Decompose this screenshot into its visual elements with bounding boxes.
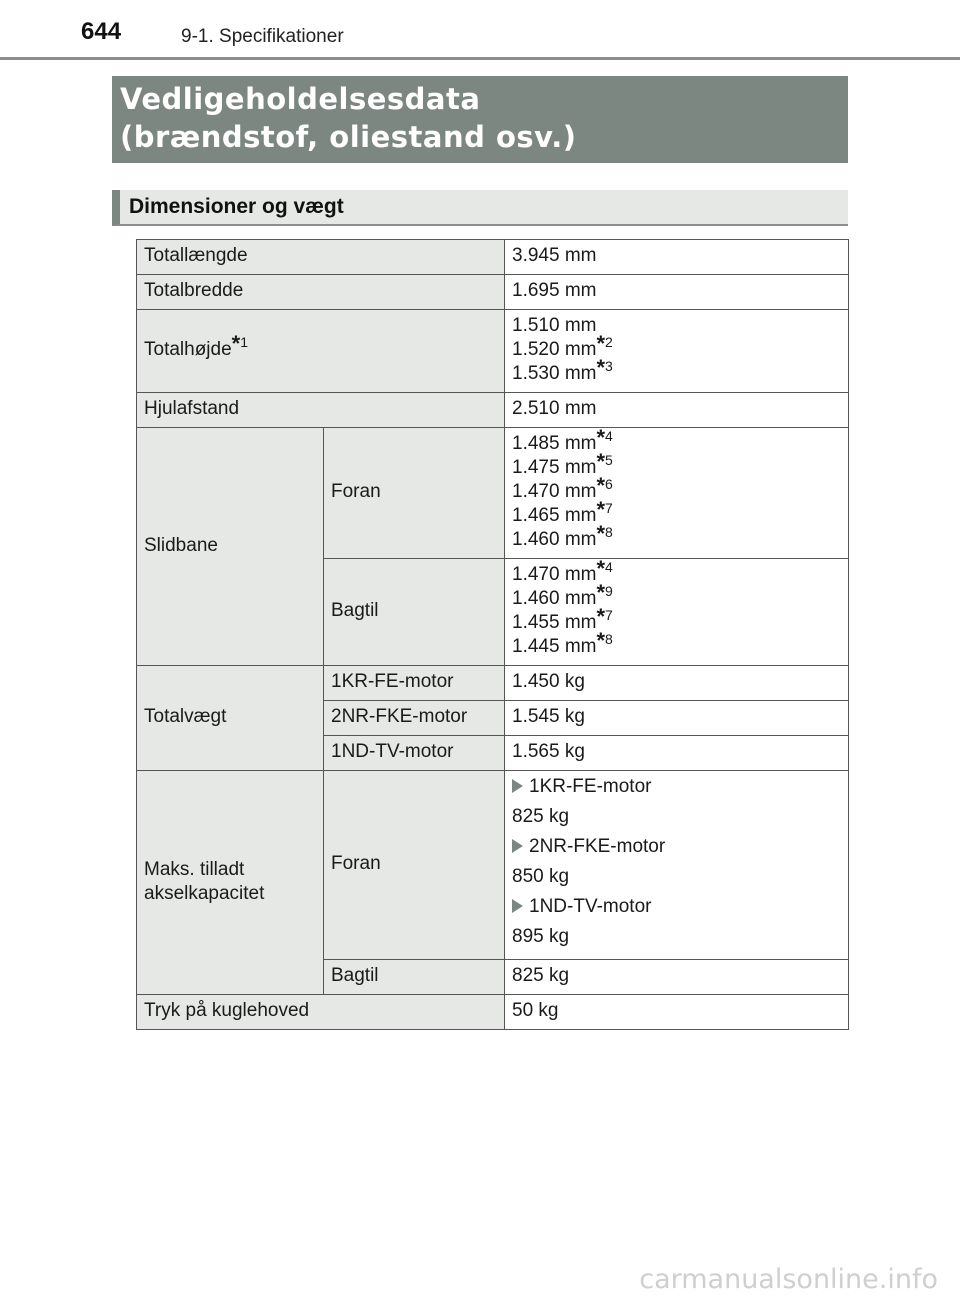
tread-label: Slidbane [137, 428, 324, 666]
footnote-star: * [596, 331, 606, 356]
footnote-star: * [596, 604, 606, 629]
spec-table [136, 239, 849, 1030]
value-line [512, 556, 841, 587]
value-line [512, 580, 841, 611]
value-line [512, 425, 841, 456]
value-text: 1.475 mm [512, 457, 597, 478]
subsection-title: Dimensioner og vægt [129, 195, 344, 218]
axle-engine-2 [512, 835, 841, 859]
triangle-bullet-icon [512, 899, 523, 913]
axle-engine-3-name: 1ND-TV-motor [529, 896, 652, 917]
axle-capacity-label-line-1: Maks. tilladt [144, 858, 245, 880]
total-height-label-cell [137, 310, 505, 393]
value-line [512, 355, 841, 386]
total-length-label: Totallængde [137, 240, 505, 275]
footnote-star: * [231, 331, 241, 356]
page-title-line-2: (brændstof, oliestand osv.) [120, 120, 577, 154]
page-title-box [112, 76, 848, 163]
axle-engine-3 [512, 895, 841, 919]
footnote-number: 1 [240, 334, 249, 350]
weight-value-3: 1.565 kg [505, 736, 849, 771]
axle-engine-1 [512, 775, 841, 799]
value-text: 1.465 mm [512, 505, 597, 526]
footnote-star: * [596, 425, 606, 450]
tread-front-values [505, 425, 849, 559]
weight-value-1: 1.450 kg [505, 666, 849, 701]
tread-rear-values [505, 556, 849, 666]
table-row [137, 393, 849, 428]
axle-capacity-label-line-2: akselkapacitet [144, 882, 265, 904]
weight-engine-2: 2NR-FKE-motor [324, 701, 505, 736]
axle-rear-label: Bagtil [324, 960, 505, 995]
weight-engine-3: 1ND-TV-motor [324, 736, 505, 771]
footnote-star: * [596, 628, 606, 653]
total-weight-label: Totalvægt [137, 666, 324, 771]
axle-front-values [505, 771, 849, 960]
footnote-star: * [596, 521, 606, 546]
value-text: 1.445 mm [512, 636, 597, 657]
footnote-number: 8 [605, 631, 613, 647]
section-label: 9-1. Specifikationer [181, 26, 344, 47]
footnote-number: 2 [605, 334, 613, 350]
page-number: 644 [81, 18, 122, 45]
footnote-number: 7 [605, 607, 613, 623]
value-text: 1.455 mm [512, 612, 597, 633]
axle-rear-value: 825 kg [505, 960, 849, 995]
value-text: 1.460 mm [512, 588, 597, 609]
value-text: 1.470 mm [512, 481, 597, 502]
total-width-value: 1.695 mm [505, 275, 849, 310]
axle-capacity-label [137, 771, 324, 995]
footnote-star: * [596, 556, 606, 581]
footnote-number: 4 [605, 559, 613, 575]
table-row [137, 240, 849, 275]
value-line [512, 628, 841, 659]
triangle-bullet-icon [512, 839, 523, 853]
footnote-number: 3 [605, 358, 613, 374]
subsection-bar [112, 190, 848, 226]
triangle-bullet-icon [512, 779, 523, 793]
page-header [0, 0, 960, 60]
value-text: 1.470 mm [512, 564, 597, 585]
footnote-number: 6 [605, 476, 613, 492]
tread-rear-label: Bagtil [324, 559, 505, 666]
wheelbase-value: 2.510 mm [505, 393, 849, 428]
footnote-star: * [596, 580, 606, 605]
total-length-value: 3.945 mm [505, 240, 849, 275]
footnote-star: * [596, 449, 606, 474]
footnote-star: * [596, 473, 606, 498]
weight-value-2: 1.545 kg [505, 701, 849, 736]
total-height-label: Totalhøjde [144, 339, 232, 360]
footnote-number: 7 [605, 500, 613, 516]
footnote-number: 9 [605, 583, 613, 599]
table-row [137, 666, 849, 701]
table-row [137, 310, 849, 393]
value-line [512, 331, 841, 362]
weight-engine-1: 1KR-FE-motor [324, 666, 505, 701]
table-row [137, 275, 849, 310]
watermark: carmanualsonline.info [639, 1264, 938, 1295]
axle-front-label: Foran [324, 771, 505, 960]
footnote-star: * [596, 355, 606, 380]
tread-front-label: Foran [324, 428, 505, 559]
tongue-load-label: Tryk på kuglehoved [137, 995, 505, 1030]
value-text: 1.520 mm [512, 339, 597, 360]
value-line [512, 449, 841, 480]
footnote-number: 8 [605, 524, 613, 540]
table-row [137, 995, 849, 1030]
footnote-number: 5 [605, 452, 613, 468]
value-text: 1.510 mm [512, 315, 597, 336]
header-rule [0, 57, 960, 60]
axle-value-1: 825 kg [512, 806, 570, 827]
value-text: 1.460 mm [512, 529, 597, 550]
value-line [512, 497, 841, 528]
wheelbase-label: Hjulafstand [137, 393, 505, 428]
footnote-star: * [596, 497, 606, 522]
value-line [512, 314, 841, 338]
value-line [512, 473, 841, 504]
total-width-label: Totalbredde [137, 275, 505, 310]
tongue-load-value: 50 kg [505, 995, 849, 1030]
axle-engine-2-name: 2NR-FKE-motor [529, 836, 666, 857]
value-line [512, 604, 841, 635]
axle-value-2: 850 kg [512, 866, 570, 887]
table-row [137, 771, 849, 960]
page-title-line-1: Vedligeholdelsesdata [120, 82, 481, 116]
table-row [137, 428, 849, 559]
value-text: 1.530 mm [512, 363, 597, 384]
axle-engine-1-name: 1KR-FE-motor [529, 776, 652, 797]
total-height-values [505, 310, 849, 393]
value-text: 1.485 mm [512, 433, 597, 454]
footnote-number: 4 [605, 428, 613, 444]
axle-value-3: 895 kg [512, 926, 570, 947]
value-line [512, 521, 841, 552]
